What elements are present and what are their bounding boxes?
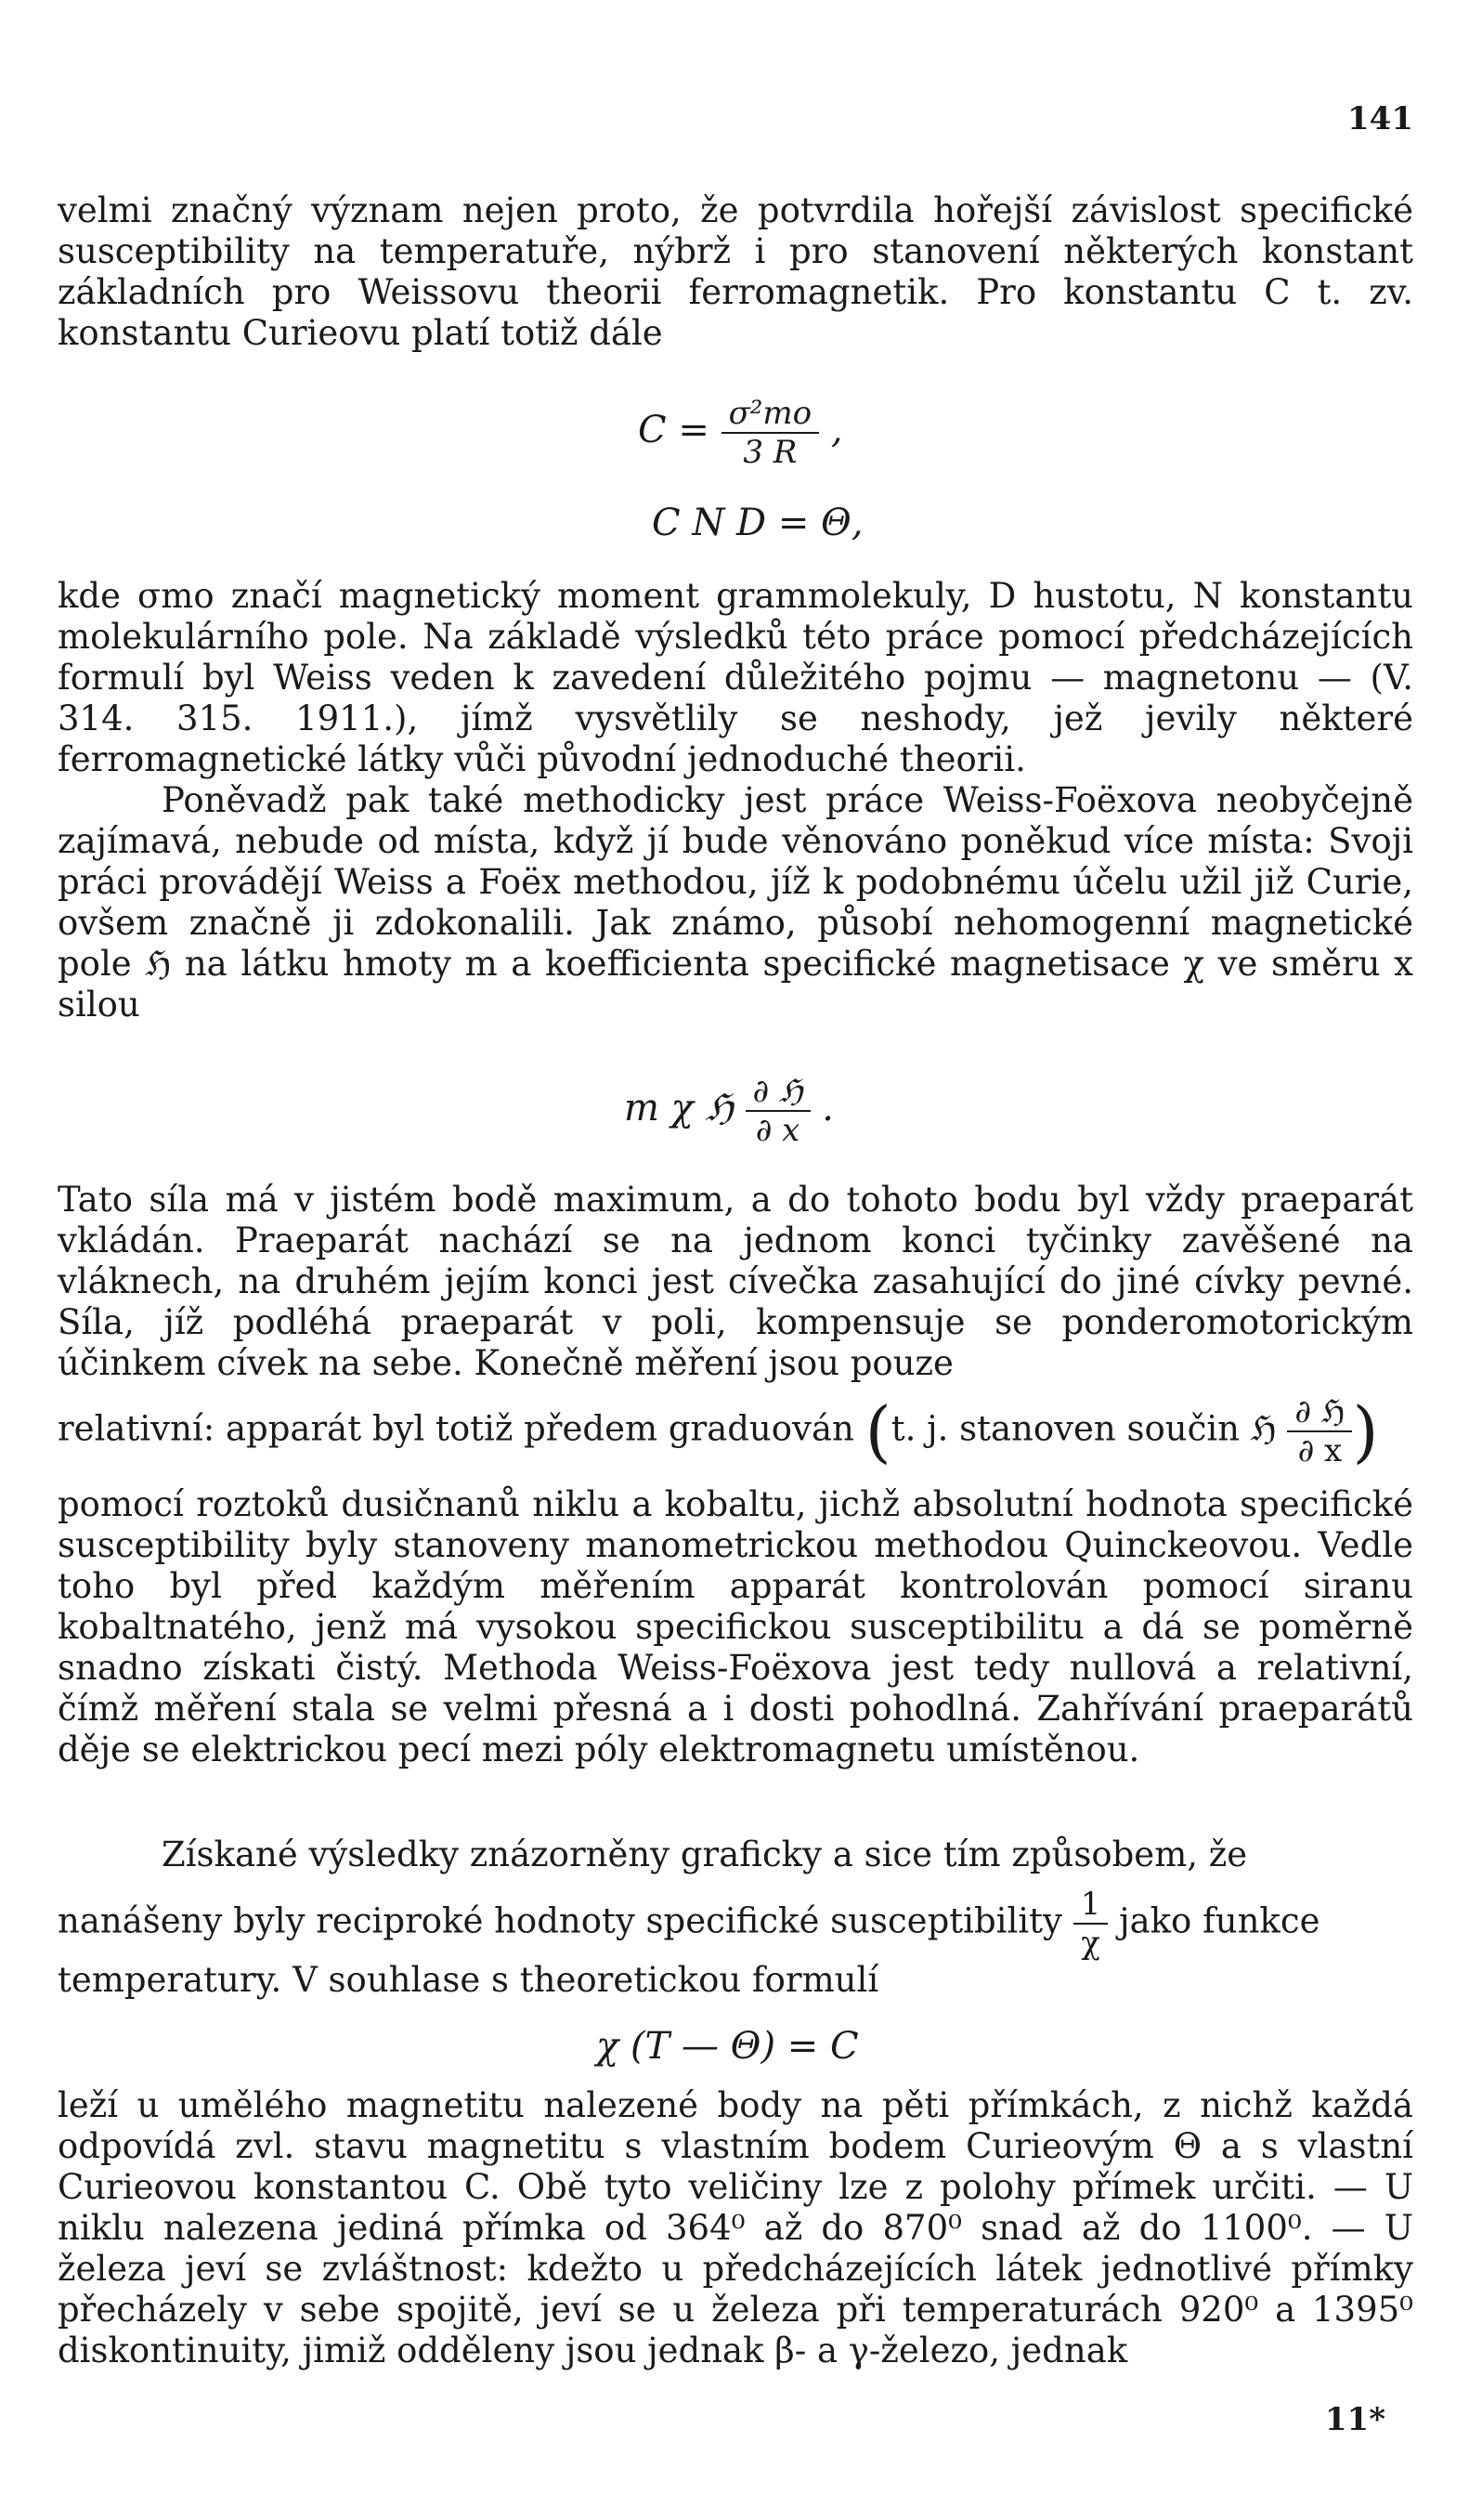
paragraph-4-inline-formula: [58, 1393, 1413, 1469]
fraction-numerator: 1: [1073, 1886, 1109, 1925]
sheet-signature: 11*: [1324, 2401, 1385, 2438]
equation-force: [624, 1073, 834, 1149]
fraction-denominator: χ: [1081, 1925, 1100, 1962]
inline-fraction: [1287, 1393, 1352, 1469]
equation-lhs: m χ ℌ: [624, 1087, 734, 1129]
paragraph-7: leží u umělého magnetitu nalezené body na pěti přímkách, z nichž každá odpovídá zvl. stavu magnetitu s vlastním bodem Curieovým Θ a s vlastní Curieovou konstantou C. Obě tyto veličiny lze z polohy přímek určiti. — U niklu nalezena jediná přímka od 364⁰ až do 870⁰ snad až do 1100⁰. — U železa jeví se zvláštnost: kdežto u předcházejících látek jednotlivé přímky přecházely v sebe spojitě, jeví se u železa při temperaturách 920⁰ a 1395⁰ diskontinuity, jimiž odděleny jsou jednak β- a γ-železo, jednak: [58, 2085, 1413, 2370]
equation-tail: ,: [830, 409, 843, 451]
equation-fraction: [722, 395, 820, 471]
fraction-numerator: σ²mo: [722, 395, 820, 434]
paragraph-6-line-1: Získané výsledky znázorněny graficky a sice tím způsobem, že: [162, 1835, 1248, 1874]
fraction-denominator: 3 R: [743, 434, 798, 471]
inline-text: nanášeny byly reciproké hodnoty specifické susceptibility: [58, 1900, 1062, 1941]
paragraph-5: pomocí roztoků dusičnanů niklu a kobaltu, jichž absolutní hodnota specifické susceptibility byly stanoveny manometrickou methodou Quinckeovou. Vedle toho byl před každým měřením apparát kontrolován pomocí siranu kobaltnatého, jenž má vysokou specifickou susceptibilitu a dá se poměrně snadno získati čistý. Methoda Weiss-Foëxova jest tedy nullová a relativní, čímž měření stala se velmi přesná a i dosti pohodlná. Zahřívání praeparátů děje se elektrickou pecí mezi póly elektromagnetu umístěnou.: [58, 1484, 1413, 1769]
reciprocal-fraction: [1073, 1886, 1109, 1962]
equation-fraction: [746, 1073, 811, 1149]
close-paren: ): [1352, 1392, 1379, 1470]
paragraph-6-line-3: temperatury. V souhlase s theoretickou formulí: [58, 1960, 879, 2000]
paragraph-1: velmi značný význam nejen proto, že potvrdila hořejší závislost specifické susceptibility na temperatuře, nýbrž i pro stanovení některých konstant základních pro Weissovu theorii ferromagnetik. Pro konstantu C t. zv. konstantu Curieovu platí totiž dále: [58, 190, 1413, 353]
fraction-denominator: ∂ x: [755, 1112, 800, 1149]
equation-lhs: C =: [638, 409, 709, 451]
fraction-numerator: ∂ ℌ: [746, 1073, 811, 1112]
paragraph-2: kde σmo značí magnetický moment grammolekuly, D hustotu, N konstantu molekulárního pole. Na základě výsledků této práce pomocí předcházejících formulí byl Weiss veden k zavedení důležitého pojmu — magnetonu — (V. 314. 315. 1911.), jímž vysvětlily se neshody, jež jevily některé ferromagnetické látky vůči původní jednoduché theorii.: [58, 576, 1413, 779]
equation-curie-constant: [638, 395, 843, 471]
equation-tail: .: [822, 1087, 834, 1129]
open-paren: (: [864, 1392, 891, 1470]
fraction-numerator: ∂ ℌ: [1287, 1393, 1352, 1432]
inline-text: relativní: apparát byl totiž předem graduován: [58, 1408, 854, 1449]
document-page: [58, 0, 1413, 2520]
equation-curie-weiss: χ (T — Θ) = C: [596, 2025, 859, 2068]
paragraph-4: Tato síla má v jistém bodě maximum, a do tohoto bodu byl vždy praeparát vkládán. Praeparát nachází se na jednom konci tyčinky zavěšené na vláknech, na druhém jejím konci jest cívečka zasahující do jiné cívky pevné. Síla, jíž podléhá praeparát v poli, kompensuje se ponderomotorickým účinkem cívek na sebe. Konečně měření jsou pouze: [58, 1180, 1413, 1383]
page-number: 141: [1347, 100, 1413, 137]
equation-cnd: C N D = Θ,: [652, 502, 864, 544]
inline-paren-text: t. j. stanoven součin ℌ: [890, 1408, 1277, 1449]
paragraph-6-line-2: [58, 1886, 1413, 1962]
paragraph-3: Poněvadž pak také methodicky jest práce Weiss-Foëxova neobyčejně zajímavá, nebude od místa, když jí bude věnováno poněkud více místa: Svoji práci provádějí Weiss a Foëx methodou, jíž k podobnému účelu užil již Curie, ovšem značně ji zdokonalili. Jak známo, působí nehomogenní magnetické pole ℌ na látku hmoty m a koefficienta specifické magnetisace χ ve směru x silou: [58, 780, 1413, 1025]
fraction-denominator: ∂ x: [1297, 1432, 1343, 1469]
inline-tail: jako funkce: [1119, 1900, 1320, 1941]
